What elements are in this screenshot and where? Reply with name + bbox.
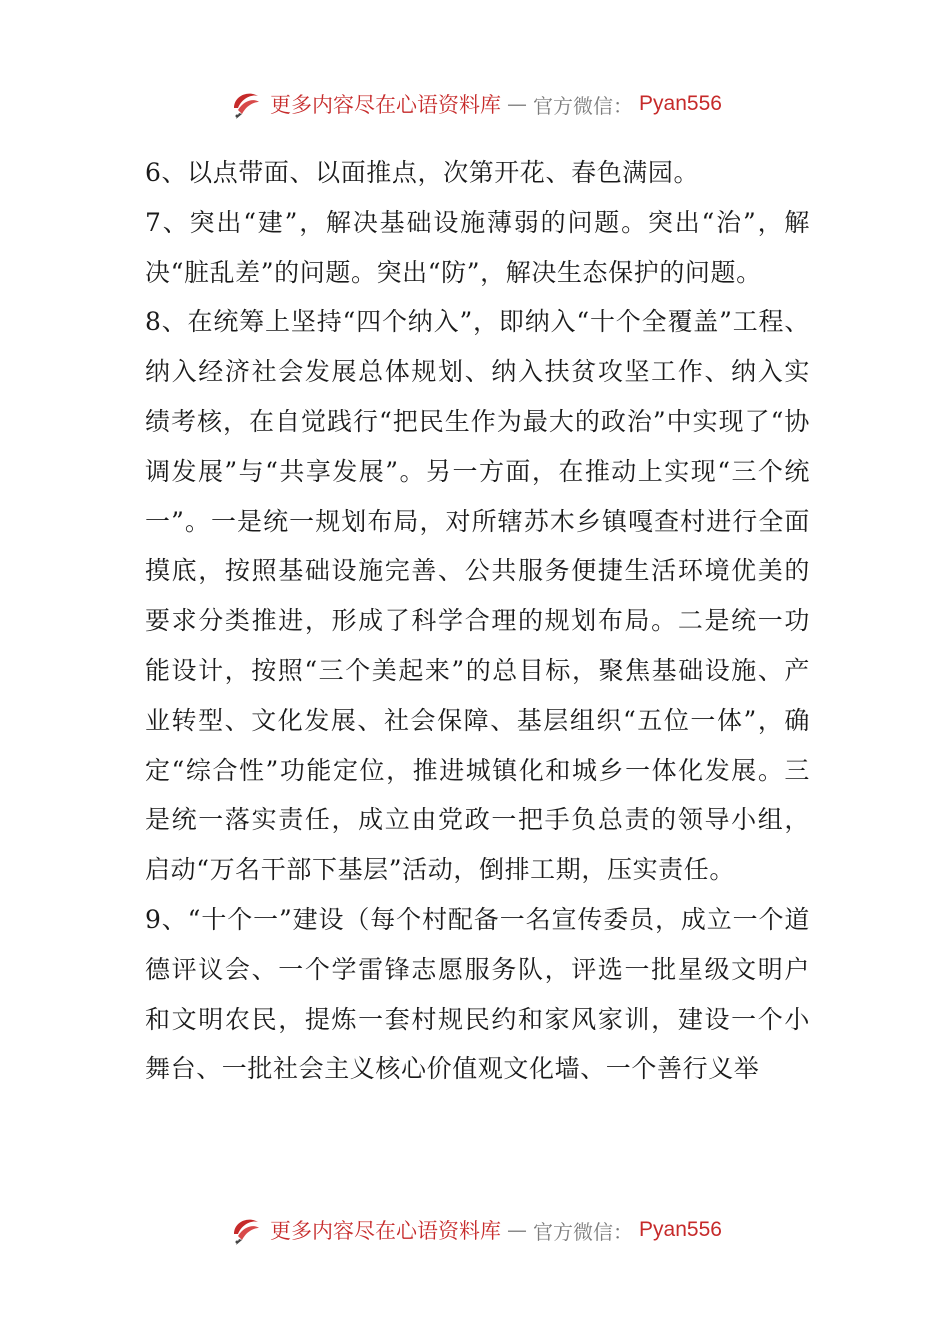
brand-dash: — bbox=[507, 1218, 528, 1242]
brand-dash: — bbox=[507, 92, 528, 116]
wechat-id: Pyan556 bbox=[639, 1218, 722, 1241]
paragraph-8: 8、在统筹上坚持“四个纳入”，即纳入“十个全覆盖”工程、纳入经济社会发展总体规划、纳入扶贫攻坚工作、纳入实绩考核，在自觉践行“把民生作为最大的政治”中实现了“协调发展”与“共享发展”。另一方面，在推动上实现“三个统一”。一是统一规划布局，对所辖苏木乡镇嘎查村进行全面摸底，按照基础设施完善、公共服务便捷生活环境优美的要求分类推进，形成了科学合理的规划布局。二是统一功能设计，按照“三个美起来”的总目标，聚焦基础设施、产业转型、文化发展、社会保障、基层组织“五位一体”，确定“综合性”功能定位，推进城镇化和城乡一体化发展。三是统一落实责任，成立由党政一把手负总责的领导小组，启动“万名干部下基层”活动，倒排工期，压实责任。 bbox=[145, 307, 810, 885]
brand-text: 更多内容尽在心语资料库 bbox=[270, 1219, 502, 1243]
header-banner bbox=[0, 84, 950, 124]
brand-text: 更多内容尽在心语资料库 bbox=[270, 93, 502, 117]
official-wechat-label: 官方微信： bbox=[533, 1219, 634, 1244]
footer-banner bbox=[0, 1210, 950, 1250]
official-wechat-label: 官方微信： bbox=[533, 93, 634, 118]
document-body bbox=[145, 148, 810, 1094]
paragraph-7: 7、突出“建”，解决基础设施薄弱的问题。突出“治”，解决“脏乱差”的问题。突出“防”，解决生态保护的问题。 bbox=[145, 207, 810, 287]
pen-logo-icon bbox=[228, 86, 264, 122]
pen-logo-icon bbox=[228, 1212, 264, 1248]
wechat-id: Pyan556 bbox=[639, 92, 722, 115]
paragraph-9: 9、“十个一”建设（每个村配备一名宣传委员，成立一个道德评议会、一个学雷锋志愿服务队，评选一批星级文明户和文明农民，提炼一套村规民约和家风家训，建设一个小舞台、一批社会主义核心价值观文化墙、一个善行义举 bbox=[145, 904, 810, 1084]
paragraph-6: 6、以点带面、以面推点，次第开花、春色满园。 bbox=[145, 158, 700, 187]
